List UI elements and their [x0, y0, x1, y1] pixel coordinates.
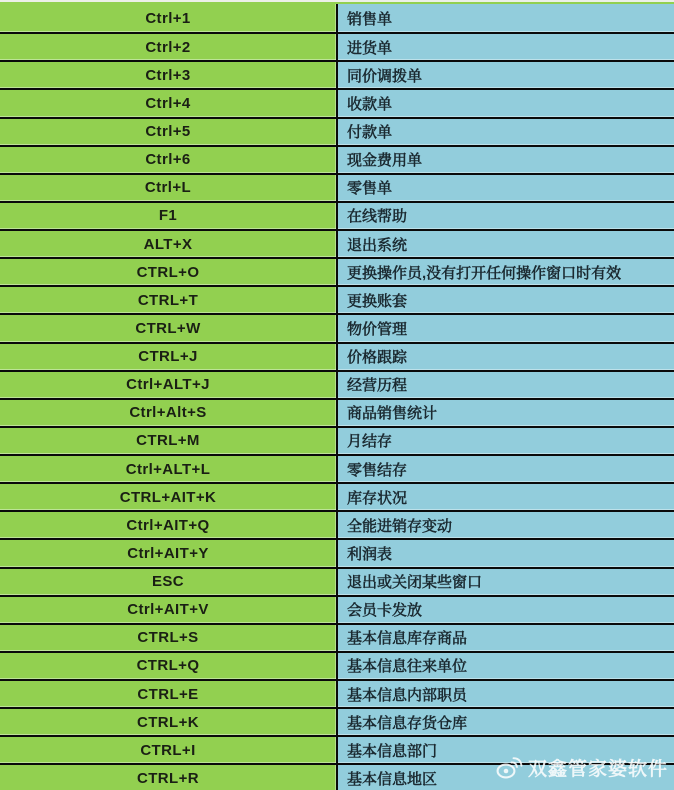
- table-row: [0, 735, 674, 763]
- shortcut-desc: 利润表: [347, 545, 393, 563]
- shortcut-key: CTRL+Q: [136, 657, 200, 675]
- shortcut-key: CTRL+M: [136, 432, 200, 450]
- shortcut-desc: 月结存: [347, 433, 393, 451]
- shortcut-key-cell: [0, 456, 336, 482]
- table-row: [0, 623, 674, 651]
- shortcut-key: ALT+X: [143, 235, 193, 253]
- shortcut-desc-cell: [336, 428, 674, 454]
- shortcut-key-cell: [0, 681, 336, 707]
- table-row: [0, 313, 674, 341]
- shortcut-key-cell: [0, 287, 336, 313]
- shortcut-key: CTRL+AIT+K: [119, 488, 217, 506]
- shortcut-key: Ctrl+3: [145, 66, 191, 84]
- shortcut-desc: 价格跟踪: [347, 349, 408, 367]
- shortcut-key-cell: [0, 315, 336, 341]
- shortcut-key: F1: [158, 207, 178, 225]
- shortcut-desc-cell: [336, 259, 674, 285]
- shortcut-desc: 同价调拨单: [347, 67, 423, 85]
- shortcut-key: CTRL+S: [137, 629, 199, 647]
- shortcut-desc: 基本信息部门: [347, 742, 438, 760]
- shortcut-key: CTRL+I: [140, 741, 196, 759]
- shortcut-key: CTRL+R: [137, 769, 199, 787]
- table-row: [0, 145, 674, 173]
- table-row: [0, 567, 674, 595]
- shortcut-key: Ctrl+2: [145, 38, 191, 56]
- table-row: [0, 88, 674, 116]
- table-row: [0, 201, 674, 229]
- shortcut-key-cell: [0, 175, 336, 201]
- shortcut-desc-cell: [336, 653, 674, 679]
- shortcut-desc-cell: [336, 372, 674, 398]
- shortcut-key-cell: [0, 569, 336, 595]
- shortcut-key-cell: [0, 147, 336, 173]
- shortcut-desc: 进货单: [347, 39, 393, 57]
- shortcut-desc-cell: [336, 681, 674, 707]
- shortcut-desc: 付款单: [347, 124, 393, 142]
- shortcut-key-cell: [0, 400, 336, 426]
- shortcut-key: CTRL+E: [137, 685, 199, 703]
- shortcut-key: Ctrl+4: [145, 94, 191, 112]
- shortcut-desc: 退出或关闭某些窗口: [347, 574, 483, 592]
- shortcut-key-cell: [0, 372, 336, 398]
- table-row: [0, 454, 674, 482]
- table-row: [0, 482, 674, 510]
- shortcut-key: Ctrl+Alt+S: [129, 404, 207, 422]
- shortcut-desc: 收款单: [347, 95, 393, 113]
- table-row: [0, 117, 674, 145]
- shortcut-key: CTRL+W: [135, 319, 201, 337]
- shortcut-key-cell: [0, 540, 336, 566]
- shortcut-desc: 更换操作员,没有打开任何操作窗口时有效: [347, 264, 622, 282]
- shortcut-key: Ctrl+L: [144, 179, 192, 197]
- shortcut-key: Ctrl+ALT+J: [126, 376, 210, 394]
- table-row: [0, 595, 674, 623]
- shortcut-key: ESC: [151, 573, 185, 591]
- shortcut-desc-cell: [336, 484, 674, 510]
- shortcut-desc: 全能进销存变动: [347, 517, 453, 535]
- shortcut-key-cell: [0, 625, 336, 651]
- shortcut-desc-cell: [336, 119, 674, 145]
- shortcut-desc-cell: [336, 512, 674, 538]
- shortcut-desc-cell: [336, 62, 674, 88]
- shortcut-key-cell: [0, 203, 336, 229]
- table-row: [0, 763, 674, 790]
- table-row: [0, 426, 674, 454]
- table-row: [0, 679, 674, 707]
- shortcut-desc: 基本信息地区: [347, 770, 438, 788]
- shortcut-desc: 现金费用单: [347, 152, 423, 170]
- shortcut-desc: 基本信息内部职员: [347, 686, 468, 704]
- shortcut-key-cell: [0, 90, 336, 116]
- table-row: [0, 229, 674, 257]
- shortcut-desc-cell: [336, 625, 674, 651]
- watermark-text: 双鑫管家婆软件: [527, 759, 668, 780]
- shortcut-desc: 商品销售统计: [347, 405, 438, 423]
- shortcut-desc-cell: [336, 203, 674, 229]
- shortcut-desc: 基本信息往来单位: [347, 658, 468, 676]
- table-row: [0, 538, 674, 566]
- shortcut-key: Ctrl+AIT+Q: [126, 516, 210, 534]
- shortcut-key: CTRL+O: [136, 263, 200, 281]
- shortcut-desc-cell: [336, 456, 674, 482]
- shortcut-desc: 更换账套: [347, 292, 408, 310]
- shortcut-desc: 在线帮助: [347, 208, 408, 226]
- shortcut-desc: 会员卡发放: [347, 602, 423, 620]
- shortcut-desc: 零售单: [347, 180, 393, 198]
- shortcut-key-cell: [0, 597, 336, 623]
- shortcut-table: [0, 2, 674, 790]
- table-row: [0, 257, 674, 285]
- table-row: [0, 342, 674, 370]
- shortcut-desc-cell: [336, 709, 674, 735]
- shortcut-desc-cell: [336, 90, 674, 116]
- shortcut-key: CTRL+J: [138, 348, 198, 366]
- shortcut-key-cell: [0, 709, 336, 735]
- shortcut-key-cell: [0, 34, 336, 60]
- shortcut-key: Ctrl+1: [145, 9, 191, 27]
- shortcut-desc-cell: [336, 344, 674, 370]
- shortcut-key-cell: [0, 428, 336, 454]
- shortcut-key-cell: [0, 259, 336, 285]
- shortcut-key-cell: [0, 344, 336, 370]
- table-row: [0, 370, 674, 398]
- shortcut-desc-cell: [336, 315, 674, 341]
- shortcut-desc: 基本信息库存商品: [347, 630, 468, 648]
- shortcut-desc-cell: [336, 569, 674, 595]
- table-row: [0, 651, 674, 679]
- shortcut-key-cell: [0, 765, 336, 790]
- shortcut-desc: 库存状况: [347, 489, 408, 507]
- shortcut-key-cell: [0, 653, 336, 679]
- shortcut-key-cell: [0, 119, 336, 145]
- table-row: [0, 707, 674, 735]
- shortcut-key: CTRL+K: [137, 713, 199, 731]
- shortcut-desc-cell: [336, 737, 674, 763]
- shortcut-desc-cell: [336, 147, 674, 173]
- shortcut-desc: 零售结存: [347, 461, 408, 479]
- shortcut-desc-cell: [336, 175, 674, 201]
- table-row: [0, 60, 674, 88]
- shortcut-desc-cell: [336, 4, 674, 32]
- table-row: [0, 32, 674, 60]
- shortcut-key-cell: [0, 512, 336, 538]
- shortcut-key: Ctrl+AIT+Y: [127, 544, 209, 562]
- shortcut-desc: 退出系统: [347, 236, 408, 254]
- shortcut-desc: 基本信息存货仓库: [347, 714, 468, 732]
- shortcut-key: Ctrl+6: [145, 151, 191, 169]
- shortcut-desc-cell: [336, 231, 674, 257]
- table-row: [0, 510, 674, 538]
- shortcut-key-cell: [0, 231, 336, 257]
- table-row: [0, 4, 674, 32]
- shortcut-key: Ctrl+AIT+V: [127, 601, 209, 619]
- table-row: [0, 398, 674, 426]
- shortcut-key-cell: [0, 484, 336, 510]
- shortcut-key: CTRL+T: [137, 291, 199, 309]
- shortcut-key-cell: [0, 4, 336, 32]
- shortcut-key: Ctrl+ALT+L: [125, 460, 211, 478]
- shortcut-desc: 销售单: [347, 10, 393, 28]
- shortcut-key: Ctrl+5: [145, 123, 191, 141]
- shortcut-desc-cell: [336, 540, 674, 566]
- table-row: [0, 173, 674, 201]
- table-row: [0, 285, 674, 313]
- shortcut-key-cell: [0, 737, 336, 763]
- shortcut-desc-cell: [336, 765, 674, 790]
- shortcut-desc: 物价管理: [347, 320, 408, 338]
- shortcut-desc-cell: [336, 287, 674, 313]
- shortcut-desc-cell: [336, 34, 674, 60]
- shortcut-desc-cell: [336, 400, 674, 426]
- shortcut-desc-cell: [336, 597, 674, 623]
- shortcut-key-cell: [0, 62, 336, 88]
- shortcut-desc: 经营历程: [347, 377, 408, 395]
